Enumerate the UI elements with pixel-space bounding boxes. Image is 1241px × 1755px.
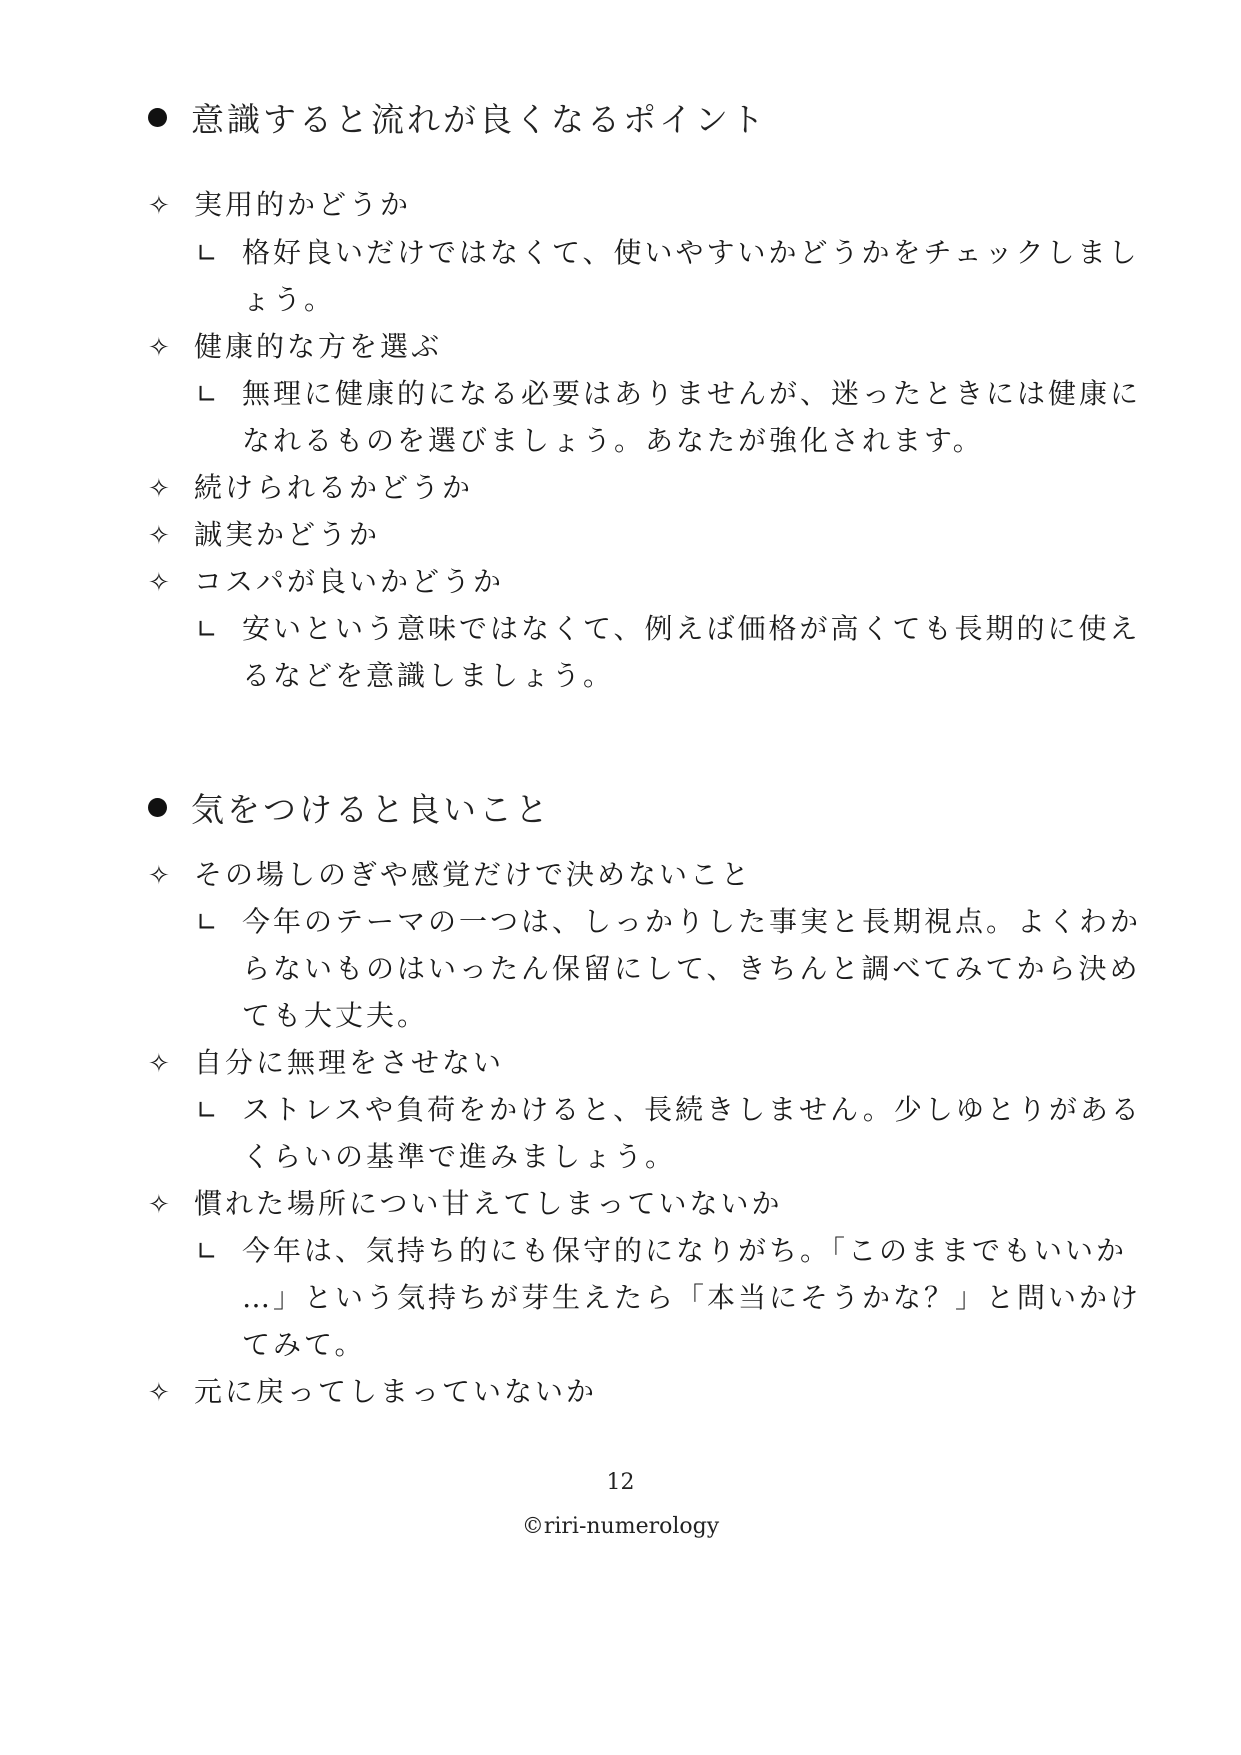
section-heading: 意識すると流れが良くなるポイント	[148, 94, 767, 141]
list-item-note: なれるものを選びましょう。あなたが強化されます。	[242, 424, 984, 457]
list-item-note: ∟ 今年のテーマの一つは、しっかりした事実と長期視点。よくわか	[196, 905, 1142, 938]
list-item-note: ∟ 無理に健康的になる必要はありませんが、迷ったときには健康に	[196, 377, 1142, 410]
list-item: ✧ その場しのぎや感覚だけで決めないこと	[148, 858, 753, 891]
list-item-note: てみて。	[242, 1328, 366, 1361]
sparkle-icon: ✧	[148, 191, 173, 221]
list-item: ✧ 続けられるかどうか	[148, 471, 474, 504]
corner-marker-icon: ∟	[196, 1237, 221, 1267]
corner-marker-icon: ∟	[196, 908, 221, 938]
list-item-note: ょう。	[242, 283, 336, 316]
copyright-notice: ©riri-numerology	[521, 1514, 720, 1539]
list-item-note: らないものはいったん保留にして、きちんと調べてみてから決め	[242, 952, 1141, 985]
list-item-note: ∟ 格好良いだけではなくて、使いやすいかどうかをチェックしまし	[196, 236, 1140, 269]
list-item-note: ∟ ストレスや負荷をかけると、長続きしません。少しゆとりがある	[196, 1093, 1142, 1126]
list-item: ✧ 実用的かどうか	[148, 188, 412, 221]
bullet-dot-icon	[148, 108, 167, 127]
list-item: ✧ 慣れた場所につい甘えてしまっていないか	[148, 1187, 783, 1220]
list-item: ✧ コスパが良いかどうか	[148, 565, 505, 598]
list-item: ✧ 元に戻ってしまっていないか	[148, 1375, 598, 1408]
corner-marker-icon: ∟	[196, 1096, 221, 1126]
list-item-note: …」という気持ちが芽生えたら「本当にそうかな？」と問いかけ	[242, 1281, 1142, 1314]
sparkle-icon: ✧	[148, 521, 173, 551]
sparkle-icon: ✧	[148, 1378, 173, 1408]
sparkle-icon: ✧	[148, 1190, 173, 1220]
sparkle-icon: ✧	[148, 861, 173, 891]
corner-marker-icon: ∟	[196, 239, 221, 269]
list-item-note: ても大丈夫。	[242, 999, 429, 1032]
list-item-note: るなどを意識しましょう。	[242, 659, 615, 692]
corner-marker-icon: ∟	[196, 380, 221, 410]
list-item-note: くらいの基準で進みましょう。	[242, 1140, 677, 1173]
list-item-note: ∟ 今年は、気持ち的にも保守的になりがち。「このままでもいいか	[196, 1234, 1128, 1267]
list-item-note: ∟ 安いという意味ではなくて、例えば価格が高くても長期的に使え	[196, 612, 1141, 645]
sparkle-icon: ✧	[148, 474, 173, 504]
list-item: ✧ 健康的な方を選ぶ	[148, 330, 443, 363]
corner-marker-icon: ∟	[196, 615, 221, 645]
sparkle-icon: ✧	[148, 333, 173, 363]
sparkle-icon: ✧	[148, 1049, 173, 1079]
page-number: 12	[606, 1470, 635, 1495]
sparkle-icon: ✧	[148, 568, 173, 598]
list-item: ✧ 誠実かどうか	[148, 518, 381, 551]
list-item: ✧ 自分に無理をさせない	[148, 1046, 505, 1079]
bullet-dot-icon	[148, 798, 167, 817]
section-heading: 気をつけると良いこと	[148, 784, 551, 831]
